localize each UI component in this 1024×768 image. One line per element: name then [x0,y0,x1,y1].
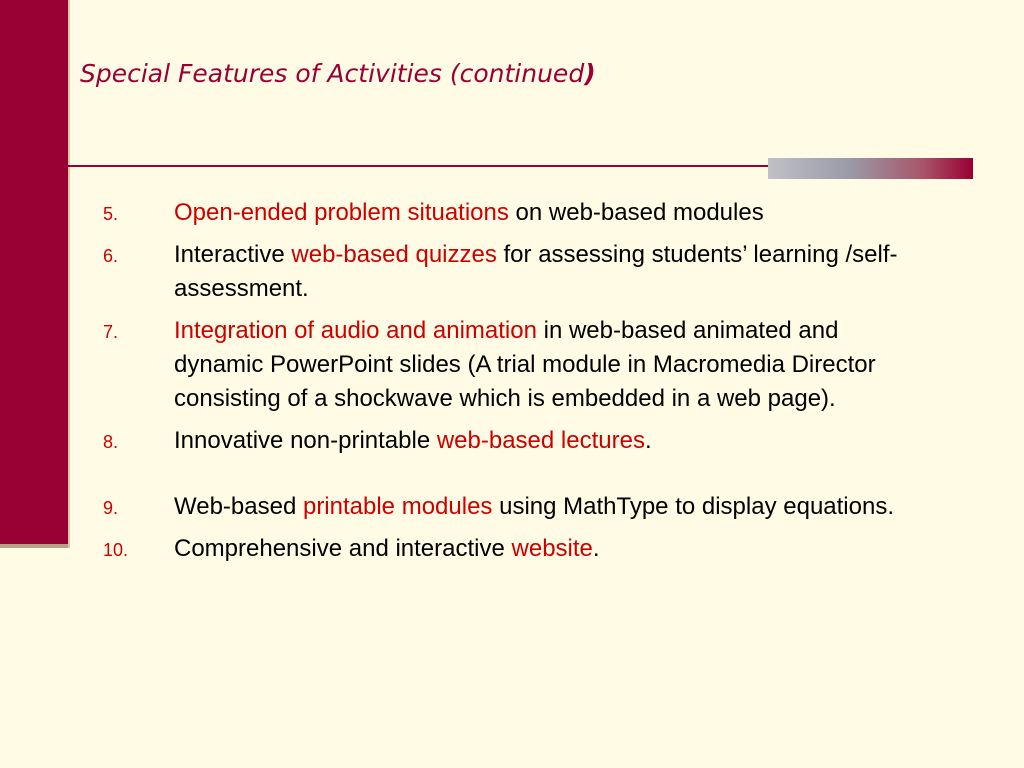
slide-title-close-paren: ) [584,59,596,88]
list-item [100,196,930,230]
list-item-text: . [592,535,600,562]
sidebar-band [0,0,68,544]
slide-title-text: Special Features of Activities (continued [80,59,585,88]
list-item-highlight: Integration of audio and animation [174,317,537,344]
list-item-text: Interactive [174,241,292,268]
list-item-text: Comprehensive and interactive [174,535,512,562]
list-item-number: 5. [103,204,119,224]
accent-bar [768,158,973,179]
list-item [100,490,930,524]
list-item-text: for assessing students’ learning /self-assessment. [174,241,898,302]
list-item [100,424,930,458]
list-item-highlight: printable modules [302,493,493,520]
list-item-number: 8. [103,432,119,452]
sidebar-edge [68,0,70,548]
list-item [100,532,930,566]
list-item-text: on web-based modules [508,199,764,226]
list-item [100,238,930,306]
list-item-number: 7. [103,322,119,342]
list-item-text: in web-based animated and dynamic PowerPoint slides (A trial module in Macromedia Director consisting of a shockwave which is embedded in a web page). [174,317,876,412]
slide-title [80,56,596,92]
list-item-text: Innovative non-printable [174,427,437,454]
list-item-highlight: Open-ended problem situations [174,199,509,226]
list-item-text: using MathType to display equations. [492,493,894,520]
list-item-highlight: web-based lectures [436,427,645,454]
list-item-highlight: website [511,535,593,562]
title-divider [44,165,768,167]
list-item-highlight: web-based quizzes [291,241,497,268]
list-item-number: 10. [103,540,129,560]
list-item [100,314,930,416]
feature-list [100,196,930,574]
sidebar-shadow [0,544,68,548]
list-item-text: . [644,427,652,454]
list-item-text: Web-based [174,493,303,520]
list-item-number: 6. [103,246,119,266]
list-item-number: 9. [103,498,119,518]
